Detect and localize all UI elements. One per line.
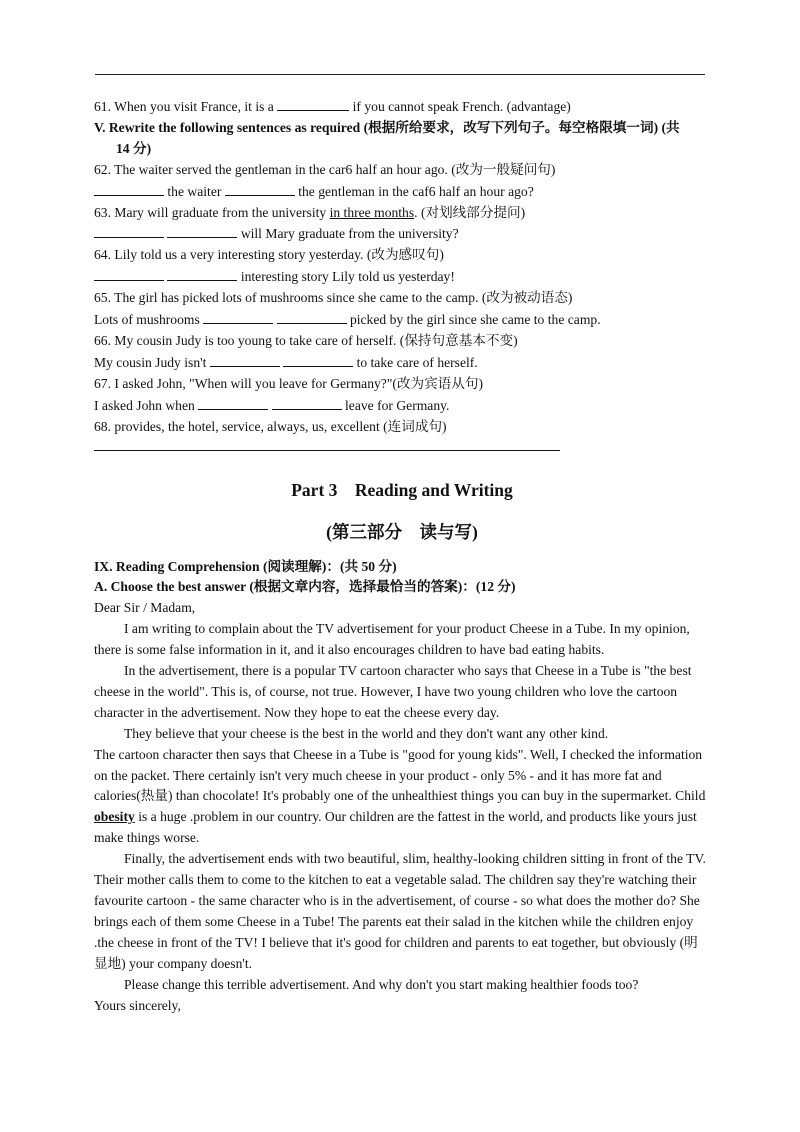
answer-blank[interactable] [94,181,164,196]
answer-blank[interactable] [94,223,164,238]
section-v-points: 14 分) [116,140,152,156]
section-v-heading [94,118,710,139]
p4-before: The cartoon character then says that Cheese in a Tube is "good for young kids". Well, I checked the information on the packet. There certainly isn't very much cheese in your product - only 5% - and it has more fat and calories(热量) than chocolate! It's probably one of the unhealthiest things you can buy in the supermarket. Child [94,746,706,804]
q62-answer-line [94,181,710,203]
q61-text-before: 61. When you visit France, it is a [94,99,274,114]
letter-closing: Yours sincerely, [94,997,181,1013]
answer-blank[interactable] [167,266,237,281]
q68-prompt: 68. provides, the hotel, service, always, us, excellent (连词成句) [94,418,447,434]
q61-text-after: if you cannot speak French. (advantage) [352,99,571,114]
answer-blank[interactable] [283,352,353,367]
q64-prompt: 64. Lily told us a very interesting story yesterday. (改为感叹句) [94,247,444,263]
q63-prompt-after: . (对划线部分提问) [414,204,526,220]
letter-paragraph-5: Finally, the advertisement ends with two beautiful, slim, healthy-looking children sitting in front of the TV. Their mother calls them to come to the kitchen to eat a vegetable salad. The children say they're watching their favourite cartoon - the same character who is in the advertisement, of course - so what does the mother do? She brings each of them some Cheese in a Tube! The parents eat their salad in the kitchen while the children enjoy .the cheese in front of the TV! I believe that it's good for children and parents to eat together, but obviously (明显地) your company doesn't. [94,851,706,971]
q67-start: I asked John when [94,397,195,413]
letter-paragraph-6: Please change this terrible advertisement. And why don't you start making healthier foods too? [124,976,639,992]
answer-blank[interactable] [272,395,342,410]
q64-end: interesting story Lily told us yesterday! [240,269,455,285]
p4-key-word: obesity [94,809,135,825]
q66-prompt: 66. My cousin Judy is too young to take care of herself. (保持句意基本不变) [94,332,518,348]
q65-start: Lots of mushrooms [94,312,200,328]
section-ix-heading: IX. Reading Comprehension (阅读理解)：(共 50 分) [94,558,397,574]
question-61 [94,96,710,118]
section-v-heading-cont [94,139,710,160]
answer-blank[interactable] [210,352,280,367]
q63-prompt [94,203,710,224]
answer-blank[interactable] [225,181,295,196]
section-v-heading-text: V. Rewrite the following sentences as required (根据所给要求，改写下列句子。每空格限填一词) (共 [94,119,680,135]
letter-paragraph-1: I am writing to complain about the TV advertisement for your product Cheese in a Tube. In my opinion, there is some false information in it, and it also encourages children to have bad eating habits. [94,621,690,658]
q63-underlined-part: in three months [329,204,415,220]
p4-after: is a huge .problem in our country. Our children are the fattest in the world, and products like yours just make things worse. [94,809,697,846]
answer-blank[interactable] [198,395,268,410]
q67-prompt: 67. I asked John, "When will you leave for Germany?"(改为宾语从句) [94,375,483,391]
q64-answer-line [94,266,710,288]
section-ix-sub-a: A. Choose the best answer (根据文章内容，选择最恰当的答案)：(12 分) [94,579,516,595]
part3-subtitle: (第三部分 读与写) [326,521,478,542]
answer-blank[interactable] [203,309,273,324]
q62-mid: the waiter [167,183,222,199]
part3-title: Part 3 Reading and Writing [291,479,513,500]
document-page [94,96,710,1016]
q65-answer-line [94,309,710,331]
letter-paragraph-3: They believe that your cheese is the best in the world and they don't want any other kind. [124,725,609,741]
letter-paragraph-4 [94,745,710,850]
q62-end: the gentleman in the caf6 half an hour ago? [298,183,534,199]
q68-answer-line[interactable] [94,438,560,451]
letter-paragraph-2: In the advertisement, there is a popular TV cartoon character who says that Cheese in a Tube is "the best cheese in the world". This is, of course, not true. However, I have two young children who love the cartoon character in the advertisement. Now they hope to eat the cheese every day. [94,663,692,720]
letter-greeting: Dear Sir / Madam, [94,600,196,616]
q67-end: leave for Germany. [345,397,450,413]
q63-end: will Mary graduate from the university? [240,226,459,242]
q65-end: picked by the girl since she came to the camp. [349,312,601,328]
q62-prompt: 62. The waiter served the gentleman in the car6 half an hour ago. (改为一般疑问句) [94,161,556,177]
q63-answer-line [94,223,710,245]
q66-answer-line [94,352,710,374]
q63-prompt-before: 63. Mary will graduate from the university [94,204,327,220]
q67-answer-line [94,395,710,417]
top-rule [95,74,705,75]
answer-blank[interactable] [277,96,349,111]
q65-prompt: 65. The girl has picked lots of mushrooms since she came to the camp. (改为被动语态) [94,290,573,306]
answer-blank[interactable] [94,266,164,281]
answer-blank[interactable] [277,309,347,324]
answer-blank[interactable] [167,223,237,238]
q66-start: My cousin Judy isn't [94,354,207,370]
q66-end: to take care of herself. [356,354,478,370]
